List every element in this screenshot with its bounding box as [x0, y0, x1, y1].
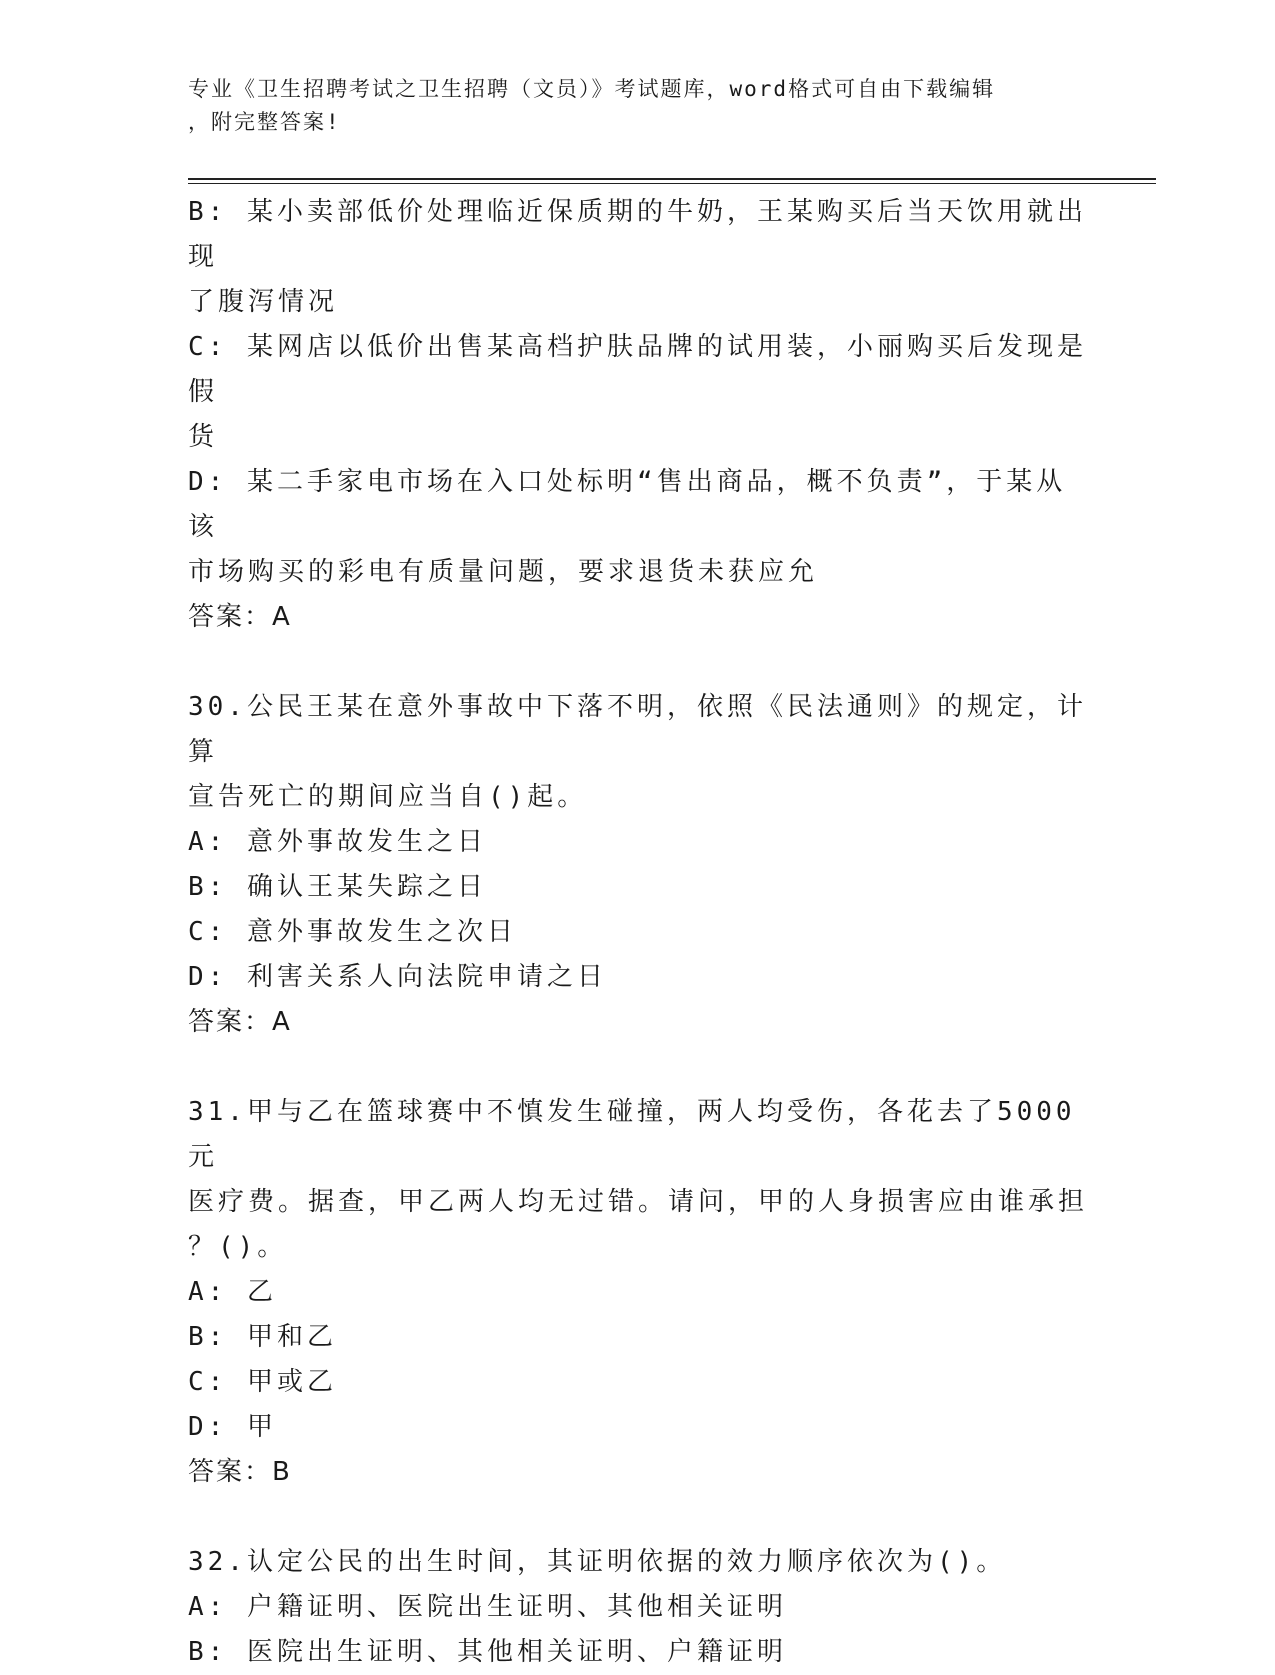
- question-list: [188, 190, 1088, 1675]
- option-d-continued: 市场购买的彩电有质量问题，要求退货未获应允: [188, 557, 819, 587]
- question-stem: 30.公民王某在意外事故中下落不明，依照《民法通则》的规定，计算: [188, 692, 1087, 767]
- option-b-continued: 了腹泻情况: [188, 287, 339, 317]
- spacer: [188, 1045, 1088, 1090]
- header-rule: [188, 183, 1156, 184]
- question-stem-continued: ？()。: [188, 1232, 288, 1262]
- question-32: [188, 1540, 1088, 1675]
- question-31: [188, 1090, 1088, 1495]
- option-a: A: 意外事故发生之日: [188, 827, 487, 857]
- option-b: B: 医院出生证明、其他相关证明、户籍证明: [188, 1637, 787, 1667]
- question-stem: 31.甲与乙在篮球赛中不慎发生碰撞，两人均受伤，各花去了5000元: [188, 1097, 1076, 1172]
- question-stem: 32.认定公民的出生时间，其证明依据的效力顺序依次为()。: [188, 1547, 1007, 1577]
- option-c: C: 某网店以低价出售某高档护肤品牌的试用装，小丽购买后发现是假: [188, 332, 1087, 407]
- option-a: A: 户籍证明、医院出生证明、其他相关证明: [188, 1592, 787, 1622]
- option-b: B: 某小卖部低价处理临近保质期的牛奶，王某购买后当天饮用就出现: [188, 197, 1087, 272]
- header-line: 专业《卫生招聘考试之卫生招聘（文员）》考试题库，word格式可自由下载编辑: [188, 77, 996, 101]
- answer: 答案：B: [188, 1457, 292, 1487]
- answer: 答案：A: [188, 602, 292, 632]
- option-a: A: 乙: [188, 1277, 277, 1307]
- question-stem-continued: 医疗费。据查，甲乙两人均无过错。请问，甲的人身损害应由谁承担: [188, 1187, 1089, 1217]
- option-b: B: 确认王某失踪之日: [188, 872, 487, 902]
- question-30: [188, 685, 1088, 1045]
- page-header: [188, 73, 1088, 139]
- option-d: D: 利害关系人向法院申请之日: [188, 962, 607, 992]
- option-b: B: 甲和乙: [188, 1322, 337, 1352]
- option-c: C: 意外事故发生之次日: [188, 917, 517, 947]
- option-c-continued: 货: [188, 422, 219, 452]
- header-rule: [188, 178, 1156, 180]
- answer: 答案：A: [188, 1007, 292, 1037]
- option-d: D: 某二手家电市场在入口处标明“售出商品，概不负责”，于某从该: [188, 467, 1067, 542]
- spacer: [188, 1495, 1088, 1540]
- question-29: [188, 190, 1088, 640]
- header-line: ，附完整答案!: [188, 110, 341, 134]
- option-c: C: 甲或乙: [188, 1367, 337, 1397]
- spacer: [188, 640, 1088, 685]
- question-stem-continued: 宣告死亡的期间应当自()起。: [188, 782, 588, 812]
- option-d: D: 甲: [188, 1412, 277, 1442]
